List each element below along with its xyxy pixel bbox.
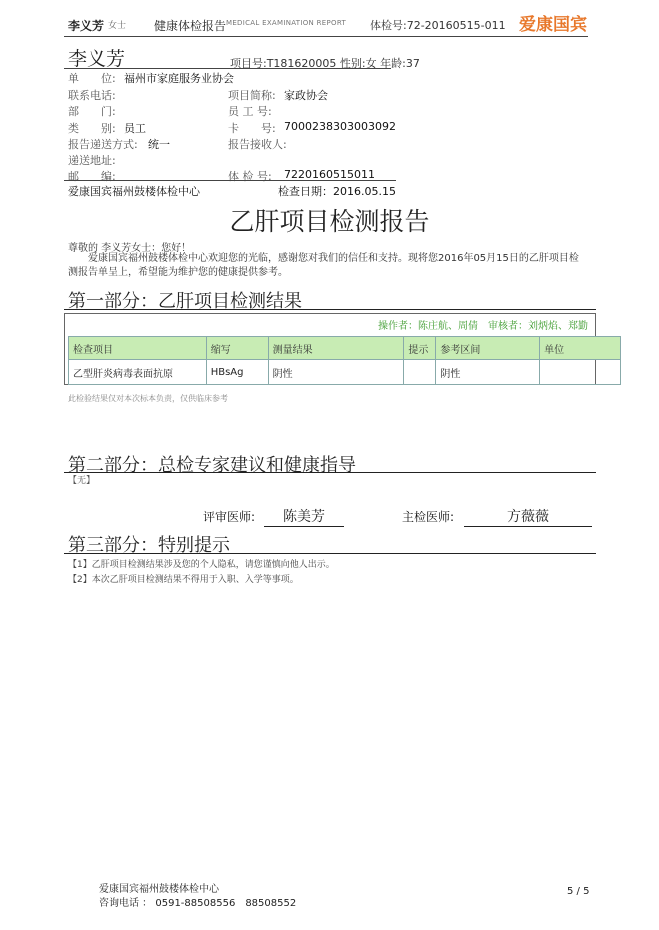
field-value-category: 员工 xyxy=(124,122,146,135)
part1-heading: 第一部分：乙肝项目检测结果 xyxy=(68,291,302,312)
field-label-project-abbr: 项目简称: xyxy=(228,89,276,102)
cell-item: 乙型肝炎病毒表面抗原 xyxy=(69,360,207,385)
field-label-address: 递送地址: xyxy=(68,154,116,167)
part1-divider xyxy=(64,309,596,310)
field-label-employee-id: 员 工 号: xyxy=(228,105,272,118)
header-gender: 女士 xyxy=(108,21,127,31)
table-row xyxy=(69,360,621,385)
header-exam-number: 体检号:72-20160515-011 xyxy=(370,19,506,32)
part2-content: 【无】 xyxy=(68,476,96,486)
tip-item: 【1】乙肝项目检测结果涉及您的个人隐私，请您谨慎向他人出示。 xyxy=(68,560,335,570)
part3-heading: 第三部分：特别提示 xyxy=(68,535,230,556)
field-label-receiver: 报告接收人: xyxy=(228,138,287,151)
report-title: 乙肝项目检测报告 xyxy=(229,207,430,236)
field-label-postcode: 邮 编: xyxy=(68,170,116,183)
field-value-card: 7000238303003092 xyxy=(284,120,396,133)
operators-line: 操作者：陈庄航、周倩 审核者：刘炳焰、郑勤 xyxy=(378,321,588,332)
header-report-subtitle: MEDICAL EXAMINATION REPORT xyxy=(226,19,347,27)
field-label-department: 部 门: xyxy=(68,105,116,118)
cell-result: 阴性 xyxy=(268,360,404,385)
greeting: 尊敬的 李义芳女士：您好！ xyxy=(68,243,192,254)
cell-reference: 阴性 xyxy=(436,360,540,385)
field-value-exam-id: 7220160515011 xyxy=(284,168,375,181)
info-divider xyxy=(64,68,391,69)
cell-hint xyxy=(404,360,436,385)
page-number: 5 / 5 xyxy=(567,886,590,897)
cell-abbr: HBsAg xyxy=(206,360,268,385)
tip-item: 【2】本次乙肝项目检测结果不得用于入职、入学等事项。 xyxy=(68,575,299,585)
intro-paragraph: 爱康国宾福州鼓楼体检中心欢迎您的光临，感谢您对我们的信任和支持。现将您2016年05月15日的乙肝项目检测报告单呈上，希望能为维护您的健康提供参考。 xyxy=(68,253,579,278)
brand-logo: 爱康国宾 xyxy=(519,15,587,35)
column-header-unit: 单位 xyxy=(540,337,621,360)
field-label-category: 类 别: xyxy=(68,122,116,135)
reviewer-signature: 陈美芳 xyxy=(264,506,344,527)
header-divider xyxy=(64,36,588,37)
reviewer-label: 评审医师: xyxy=(203,510,256,524)
field-value-project-abbr: 家政协会 xyxy=(284,89,328,102)
field-label-exam-id: 体 检 号: xyxy=(228,170,272,183)
footer-phone: 咨询电话 ： 0591-88508556 88508552 xyxy=(99,898,297,909)
info-bottom-divider xyxy=(64,180,396,181)
table-header-row xyxy=(69,337,621,360)
exam-center: 爱康国宾福州鼓楼体检中心 xyxy=(68,185,200,198)
results-table xyxy=(68,336,621,385)
exam-date: 检查日期：2016.05.15 xyxy=(278,185,396,198)
column-header-abbr: 缩写 xyxy=(206,337,268,360)
cell-unit xyxy=(540,360,621,385)
part3-divider xyxy=(64,553,596,554)
patient-meta: 项目号:T181620005 性别:女 年龄:37 xyxy=(230,57,420,70)
field-label-phone: 联系电话: xyxy=(68,89,116,102)
patient-name: 李义芳 xyxy=(68,48,126,70)
chief-label: 主检医师: xyxy=(402,510,455,524)
part2-heading: 第二部分：总检专家建议和健康指导 xyxy=(68,455,356,476)
field-label-delivery-method: 报告递送方式: xyxy=(68,138,138,151)
column-header-hint: 提示 xyxy=(404,337,436,360)
field-label-card: 卡 号: xyxy=(228,122,276,135)
footer-center: 爱康国宾福州鼓楼体检中心 xyxy=(99,884,219,895)
field-value-unit: 福州市家庭服务业协会 xyxy=(124,72,234,85)
column-header-result: 测量结果 xyxy=(268,337,404,360)
column-header-reference: 参考区间 xyxy=(436,337,540,360)
results-note: 此检验结果仅对本次标本负责，仅供临床参考 xyxy=(68,394,228,403)
header-report-title: 健康体检报告 xyxy=(154,19,227,33)
field-value-delivery-method: 统一 xyxy=(148,138,170,151)
chief-signature: 方薇薇 xyxy=(464,506,592,527)
field-label-unit: 单 位: xyxy=(68,72,116,85)
part2-divider xyxy=(64,472,596,473)
column-header-item: 检查项目 xyxy=(69,337,207,360)
header-patient-name: 李义芳 xyxy=(68,19,105,33)
